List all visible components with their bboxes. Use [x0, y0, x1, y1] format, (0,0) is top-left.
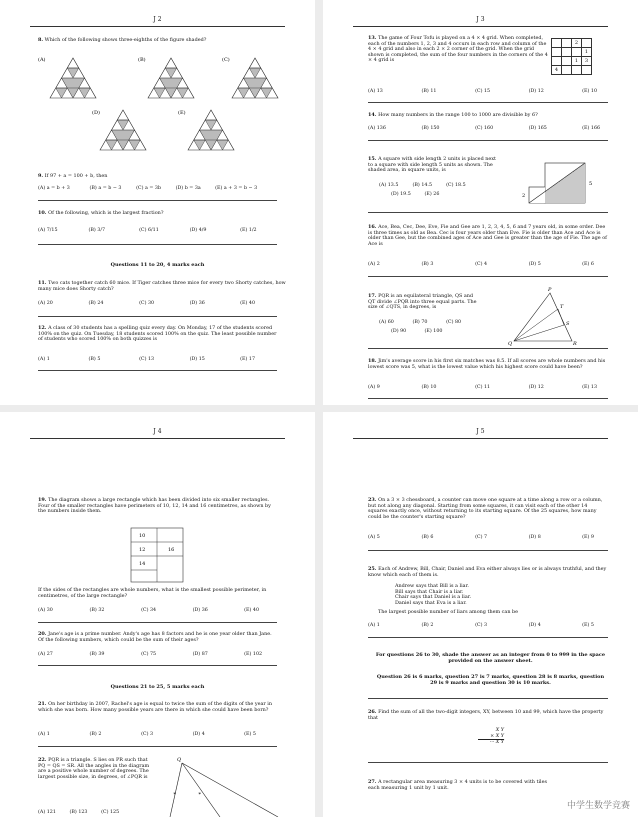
option-d: (D) 4 — [192, 732, 205, 737]
vertex-label: S — [566, 321, 570, 327]
option-a: (A) 1 — [368, 623, 380, 628]
statement: Daniel says that Eva is a liar. — [395, 599, 467, 606]
divider — [368, 140, 608, 141]
question-14 — [368, 113, 608, 119]
question-20 — [38, 632, 278, 643]
question-number: 26. — [368, 709, 377, 715]
option-d: (D) 165 — [528, 126, 547, 131]
answer-options — [368, 385, 597, 390]
perimeter-label: 14 — [139, 561, 146, 567]
answer-options — [368, 126, 600, 131]
answer-options — [368, 89, 597, 94]
q22-triangle-figure — [160, 757, 280, 817]
option-d: (D) 36 — [189, 301, 205, 306]
q19-rectangles-figure — [128, 525, 188, 585]
answer-options — [38, 732, 256, 737]
question-number: 16. — [368, 224, 377, 230]
grid-cell — [562, 57, 572, 66]
question-number: 12. — [38, 325, 47, 331]
option-c: (C) 125 — [101, 810, 120, 815]
question-9 — [38, 174, 288, 180]
option-c: (C) 6/11 — [139, 228, 159, 233]
perimeter-label: 16 — [168, 547, 175, 553]
option-b: (B) 2 — [421, 623, 434, 628]
statements-list — [395, 584, 595, 606]
statement: Andrew says that Bill is a liar. — [395, 583, 469, 589]
divider — [368, 102, 608, 103]
page-header: J 3 — [353, 16, 608, 27]
option-a: (A) 1 — [38, 732, 50, 737]
question-number: 9. — [38, 173, 44, 179]
question-23 — [368, 498, 608, 520]
question-text: Two cats together catch 60 mice. If Tiger catches three mice for every two Shorty catches, how many mice does Shorty catch? — [38, 280, 286, 292]
option-e: (E) 13 — [582, 385, 597, 390]
grid-cell: 3 — [582, 57, 592, 66]
divider — [368, 398, 608, 399]
question-number: 20. — [38, 631, 47, 637]
q17-triangle-figure — [508, 285, 588, 345]
option-b: (B) 39 — [89, 652, 105, 657]
grid-cell — [562, 39, 572, 48]
question-number: 25. — [368, 566, 377, 572]
option-b: (B) 11 — [421, 89, 437, 94]
option-c: (C) 160 — [475, 126, 494, 131]
page-header: J 4 — [30, 428, 285, 439]
answer-options — [379, 183, 466, 188]
option-b: (B) 123 — [69, 810, 88, 815]
answer-options — [38, 810, 119, 815]
question-text: Of the following, which is the largest fraction? — [48, 210, 164, 216]
option-label: (C) — [222, 57, 230, 63]
side-label-large: 5 — [589, 181, 593, 187]
option-b: (B) a = b − 3 — [89, 186, 122, 191]
question-13 — [368, 36, 548, 64]
grid-cell — [582, 39, 592, 48]
answer-options — [368, 535, 594, 540]
grid-cell: 1 — [582, 48, 592, 57]
divider — [38, 200, 277, 201]
option-b: (B) 70 — [412, 320, 428, 325]
question-26 — [368, 710, 608, 721]
divider — [38, 746, 277, 747]
question-number: 11. — [38, 280, 47, 286]
question-12 — [38, 326, 278, 343]
option-c: (C) 4 — [475, 262, 488, 267]
page-header: J 2 — [30, 16, 285, 27]
question-text: If the sides of the rectangles are whole numbers, what is the smallest possible perimeter, in centimetres, of the large rectangle? — [38, 587, 267, 599]
page-j3 — [323, 0, 638, 405]
question-text: Find the sum of all the two-digit integers, XY, between 10 and 99, which have the property that — [368, 709, 604, 721]
option-b: (B) 3 — [421, 262, 434, 267]
answer-options — [391, 192, 439, 197]
option-d: (D) 8 — [528, 535, 541, 540]
grid-cell — [582, 66, 592, 75]
statement: Bill says that Chair is a liar. — [395, 588, 464, 595]
question-number: 19. — [38, 497, 47, 503]
question-text: A rectangular area measuring 3 × 4 units is to be covered with tiles each measuring 1 unit by 1 unit. — [368, 779, 548, 791]
divider — [38, 316, 277, 317]
option-a: (A) 136 — [368, 126, 386, 131]
multiplier: × X Y — [478, 734, 504, 741]
grid-cell: 1 — [572, 57, 582, 66]
answer-options — [38, 608, 259, 613]
divider — [368, 348, 608, 349]
option-a: (A) 27 — [38, 652, 53, 657]
option-a: (A) 5 — [368, 535, 380, 540]
option-a: (A) a = b + 3 — [38, 186, 70, 191]
watermark: 中学生数学竞赛 — [566, 801, 630, 811]
answer-options — [391, 329, 442, 334]
option-c: (C) a = 3b — [136, 186, 162, 191]
option-d: (D) 12 — [528, 89, 544, 94]
option-c: (C) 11 — [475, 385, 491, 390]
option-c: (C) 13 — [139, 357, 155, 362]
question-text: PQR is an equilateral triangle, QS and QT divide ∠PQR into three equal parts. The size of ∠QTS, in degrees, is — [368, 293, 477, 311]
question-17 — [368, 294, 478, 311]
option-b: (B) 14.5 — [412, 183, 433, 188]
option-e: (E) 40 — [244, 608, 259, 613]
question-number: 15. — [368, 156, 377, 162]
option-a: (A) 121 — [38, 810, 56, 815]
divider — [368, 698, 608, 699]
option-c: (C) 18.5 — [446, 183, 466, 188]
option-d: (D) 4 — [528, 623, 541, 628]
option-d: (D) 4/9 — [189, 228, 207, 233]
question-text: Which of the following shows three-eighths of the figure shaded? — [44, 37, 207, 43]
svg-text:∗: ∗ — [173, 791, 177, 797]
question-text: If 97 + a = 100 + b, then — [44, 173, 108, 179]
option-c: (C) 30 — [139, 301, 155, 306]
option-label: (D) — [92, 110, 100, 116]
section-marks: Question 26 is 6 marks, question 27 is 7 marks, question 28 is 8 marks, question 29 is 9 marks and question 30 is 10 marks. — [376, 674, 605, 686]
question-text: Ace, Bea, Cec, Dee, Eve, Fie and Gee are 1, 2, 3, 4, 5, 6 and 7 years old, in some order. Dee is three times as old as Bea. Cec is four years older than Eve. Fie is older than Ace and Ace is older than Gee, but the combined ages of Ace and Gee is greater than the age of Fie. The age of Ace is — [368, 224, 607, 247]
option-b: (B) 32 — [89, 608, 105, 613]
answer-options — [38, 186, 257, 191]
option-c: (C) 75 — [141, 652, 157, 657]
grid-cell — [562, 48, 572, 57]
option-c: (C) 15 — [475, 89, 491, 94]
question-11 — [38, 281, 288, 292]
question-number: 14. — [368, 112, 377, 118]
grid-cell — [562, 66, 572, 75]
option-b: (B) 10 — [421, 385, 437, 390]
answer-options — [368, 262, 594, 267]
option-d: (D) 12 — [528, 385, 544, 390]
question-21 — [38, 702, 278, 713]
page-j5 — [323, 412, 638, 817]
question-19 — [38, 498, 278, 515]
question-text: How many numbers in the range 100 to 1000 are divisible by 6? — [378, 112, 538, 118]
perimeter-label: 12 — [139, 547, 146, 553]
answer-options — [38, 357, 255, 362]
option-a: (A) 20 — [38, 301, 53, 306]
option-c: (C) 3 — [141, 732, 154, 737]
multiplicand: X Y — [495, 727, 504, 733]
option-label: (E) — [178, 110, 186, 116]
answer-options — [38, 301, 255, 306]
option-e: (E) 9 — [582, 535, 594, 540]
option-a: (A) 60 — [379, 320, 394, 325]
option-e: (E) 5 — [582, 623, 594, 628]
option-b: (B) 5 — [88, 357, 101, 362]
grid-cell — [552, 48, 562, 57]
option-a: (A) 1 — [38, 357, 50, 362]
question-number: 18. — [368, 358, 377, 364]
option-a: (A) 9 — [368, 385, 380, 390]
grid-cell — [552, 39, 562, 48]
question-number: 27. — [368, 779, 377, 785]
grid-cell: 2 — [572, 39, 582, 48]
question-text: Jim's average score in his first six matches was 8.5. If all scores are whole numbers and his lowest score was 5, what is the lowest value which his highest score could have been? — [368, 358, 606, 370]
option-c: (C) 3 — [475, 623, 488, 628]
divider — [38, 370, 277, 371]
question-text: The diagram shows a large rectangle which has been divided into six smaller rectangles. Four of the smaller rectangles have perimeters of 10, 12, 14 and 16 centimetres, as shown by the numbers inside them. — [38, 497, 271, 515]
option-c: (C) 34 — [141, 608, 157, 613]
option-e: (E) a + 3 = b − 3 — [215, 186, 258, 191]
divider — [38, 244, 277, 245]
option-b: (B) 3/7 — [88, 228, 106, 233]
option-d: (D) 90 — [391, 329, 407, 334]
svg-text:∗: ∗ — [198, 791, 202, 797]
question-number: 21. — [38, 701, 47, 707]
option-d: (D) b = 3a — [175, 186, 201, 191]
question-tail: The largest possible number of liars among them can be — [378, 609, 519, 615]
question-text: Jane's age is a prime number. Andy's age has 8 factors and he is one year older than Jane. Of the following numbers, which could be the sum of their ages? — [38, 631, 272, 643]
option-a: (A) 13.5 — [379, 183, 399, 188]
question-text: Each of Andrew, Bill, Chair, Daniel and Eva either always lies or is always truthful, and they know which each of them is. — [368, 566, 607, 578]
divider — [368, 276, 608, 277]
option-e: (E) 1/2 — [240, 228, 257, 233]
option-e: (E) 166 — [582, 126, 601, 131]
section-heading: Questions 11 to 20, 4 marks each — [110, 262, 205, 268]
question-8 — [38, 38, 288, 44]
option-e: (E) 26 — [424, 192, 440, 197]
option-a: (A) 13 — [368, 89, 383, 94]
grid-cell — [572, 48, 582, 57]
option-d: (D) 36 — [192, 608, 208, 613]
page-j4 — [0, 412, 315, 817]
grid-cell — [552, 57, 562, 66]
statement: Chair says that Daniel is a liar. — [395, 594, 472, 601]
divider — [368, 550, 608, 551]
vertex-label: P — [548, 287, 552, 293]
vertex-label: Q — [177, 757, 182, 763]
multiplication-layout — [478, 728, 504, 746]
q8-figures — [0, 52, 315, 182]
option-b: (B) 6 — [421, 535, 434, 540]
perimeter-label: 10 — [139, 533, 146, 539]
section-instructions: For questions 26 to 30, shade the answer as an integer from 0 to 999 in the space provided on the answer sheet. — [375, 652, 606, 664]
option-e: (E) 6 — [582, 262, 594, 267]
question-text: The game of Four Tofu is played on a 4 × 4 grid. When completed, each of the numbers 1, 2, 3 and 4 occurs in each row and column of the 4 × 4 grid and also in each 2 × 2 corner of the grid. When the grid shown is completed, the sum of the four numbers in the corners of the 4 × 4 grid is — [368, 35, 548, 64]
question-text: On her birthday in 2007, Rachel's age is equal to twice the sum of the digits of the year in which she was born. How many possible years are there in which she could have been born? — [38, 701, 272, 713]
question-number: 22. — [38, 757, 47, 763]
question-27 — [368, 780, 558, 791]
product: ⋯ X Y — [489, 739, 504, 746]
option-e: (E) 100 — [424, 329, 443, 334]
option-d: (D) 87 — [192, 652, 208, 657]
answer-options — [368, 623, 594, 628]
page-header: J 5 — [353, 428, 608, 439]
option-b: (B) 2 — [89, 732, 102, 737]
divider — [368, 762, 608, 763]
question-25 — [368, 567, 608, 578]
question-15 — [368, 157, 498, 174]
vertex-label: T — [560, 304, 564, 310]
four-tofu-grid — [551, 38, 592, 75]
option-e: (E) 10 — [582, 89, 597, 94]
option-d: (D) 15 — [189, 357, 205, 362]
option-b: (B) 24 — [88, 301, 104, 306]
option-d: (D) 5 — [528, 262, 541, 267]
question-text: On a 3 × 3 chessboard, a counter can move one square at a time along a row or a column, but not along any diagonal. Starting from some squares, it can visit each of the other 14 squares exactly once, without returning to its starting square. Of the 25 squares, how many could be the counter's starting square? — [368, 497, 603, 520]
vertex-label: Q — [508, 341, 513, 347]
option-label: (B) — [138, 57, 146, 63]
option-b: (B) 150 — [421, 126, 440, 131]
question-number: 10. — [38, 210, 47, 216]
answer-options — [38, 228, 257, 233]
option-a: (A) 2 — [368, 262, 380, 267]
question-10 — [38, 211, 288, 217]
answer-options — [379, 320, 461, 325]
question-text: A square with side length 2 units is placed next to a square with side length 5 units as shown. The shaded area, in square units, is — [368, 156, 497, 174]
question-19-part2 — [38, 588, 278, 599]
q15-squares-figure — [523, 145, 613, 205]
question-18 — [368, 359, 608, 370]
divider — [38, 622, 277, 623]
side-label-small: 2 — [522, 193, 526, 199]
question-number: 13. — [368, 35, 377, 41]
question-number: 23. — [368, 497, 377, 503]
grid-cell: 4 — [552, 66, 562, 75]
option-d: (D) 19.5 — [391, 192, 411, 197]
option-e: (E) 40 — [240, 301, 255, 306]
option-c: (C) 80 — [446, 320, 462, 325]
option-a: (A) 30 — [38, 608, 53, 613]
option-a: (A) 7/15 — [38, 228, 58, 233]
option-label: (A) — [38, 57, 46, 63]
option-e: (E) 102 — [244, 652, 263, 657]
page-j2 — [0, 0, 315, 405]
grid-cell — [572, 66, 582, 75]
question-16 — [368, 225, 608, 247]
divider — [38, 665, 277, 666]
question-22 — [38, 758, 150, 780]
question-number: 17. — [368, 293, 377, 299]
option-e: (E) 5 — [244, 732, 256, 737]
divider — [368, 637, 608, 638]
vertex-label: R — [573, 341, 577, 347]
option-c: (C) 7 — [475, 535, 488, 540]
section-heading: Questions 21 to 25, 5 marks each — [110, 684, 205, 690]
question-text: PQR is a triangle. S lies on PR such that PQ = QS = SR. All the angles in the diagram are a positive whole number of degrees. The largest possible size, in degrees, of ∠PQR is — [38, 757, 150, 780]
answer-options — [38, 652, 262, 657]
option-e: (E) 17 — [240, 357, 255, 362]
divider — [368, 212, 608, 213]
question-number: 8. — [38, 37, 44, 43]
question-text: A class of 30 students has a spelling quiz every day. On Monday, 17 of the students scored 100% on the quiz. On Tuesday, 18 students scored 100% on the quiz. The least possible number of students who scored 100% on both quizzes is — [38, 325, 277, 343]
